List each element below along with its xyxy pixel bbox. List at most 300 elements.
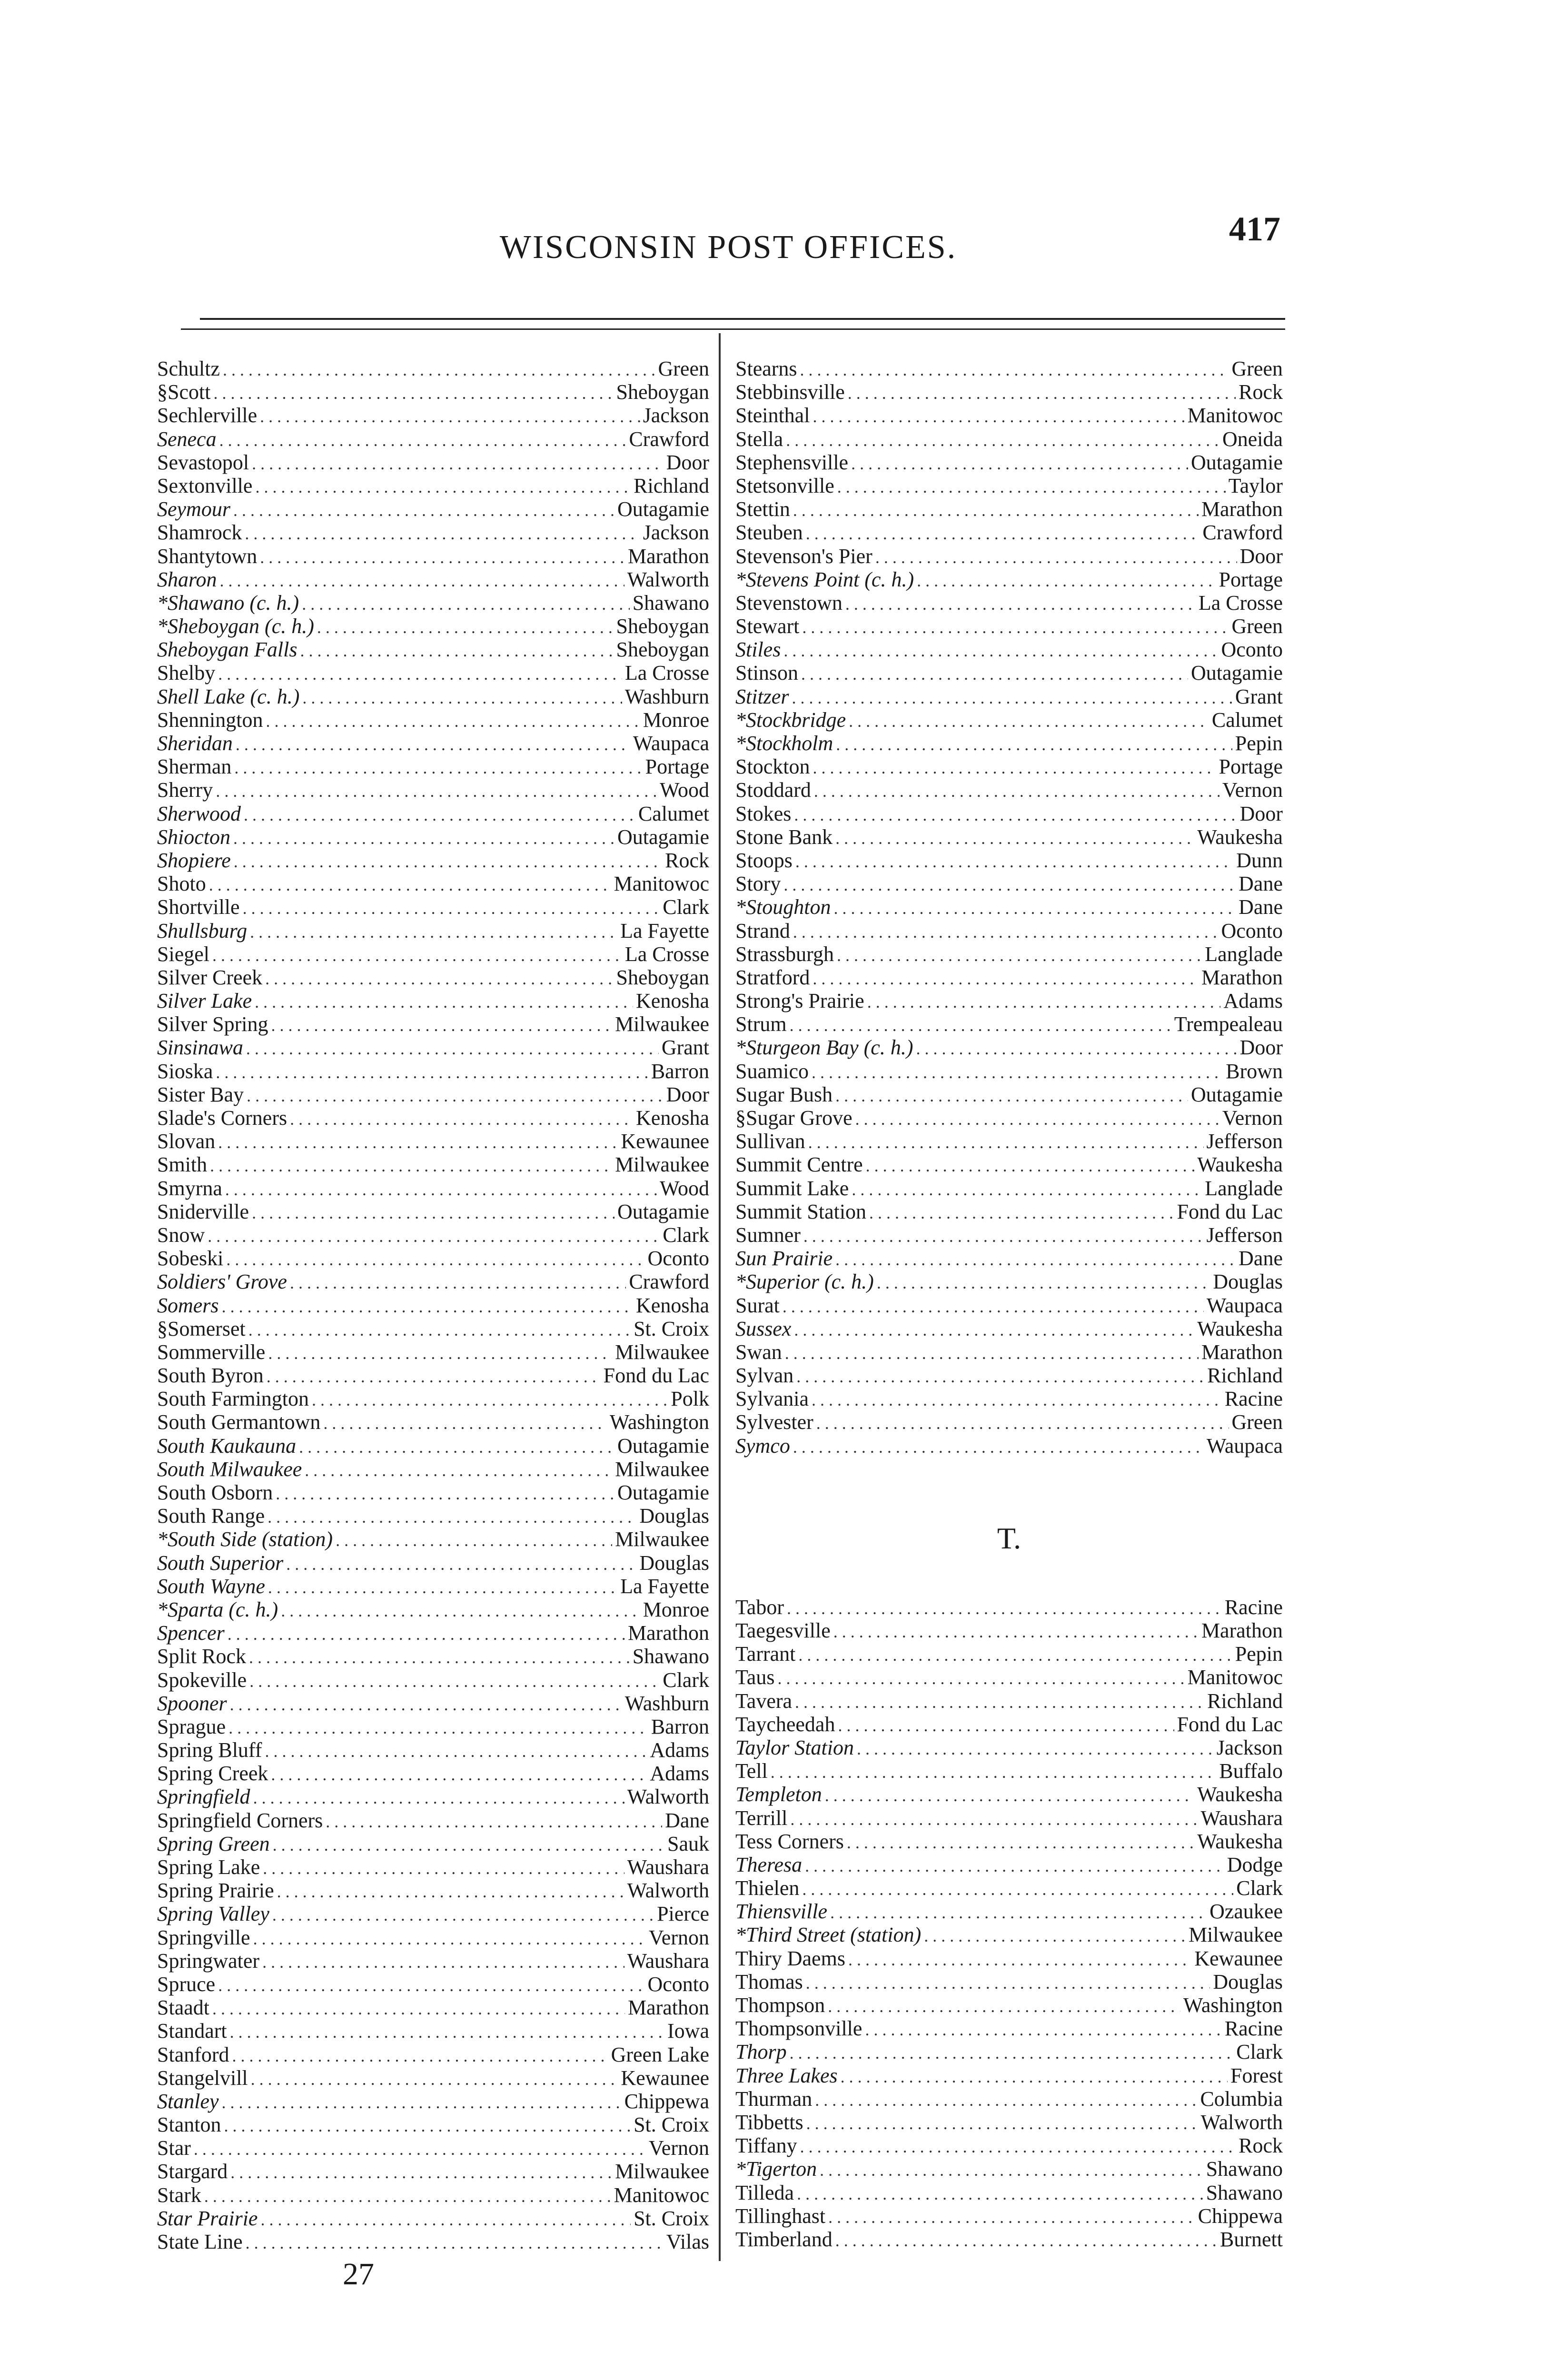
post-office-entry [157, 1692, 709, 1715]
dot-leader [228, 1621, 625, 1646]
dot-leader [836, 732, 1232, 756]
dot-leader [305, 1458, 612, 1482]
post-office-entry [157, 1177, 709, 1200]
post-office-entry [157, 1575, 709, 1598]
dot-leader [271, 1762, 647, 1786]
county-name: Chippewa [624, 2089, 709, 2113]
post-office-entry [735, 2134, 1283, 2157]
county-name: Waukesha [1197, 1829, 1283, 1853]
county-name: Waukesha [1197, 1317, 1283, 1340]
dot-leader [252, 1200, 614, 1225]
county-name: La Crosse [1198, 591, 1283, 615]
dot-leader [857, 1736, 1214, 1761]
county-name: Vernon [1222, 1106, 1283, 1130]
post-office-entry [735, 1830, 1283, 1853]
dot-leader [224, 2113, 631, 2138]
header-rule-bottom [181, 328, 1285, 330]
post-office-name: Strum [735, 1012, 787, 1036]
post-office-name: Silver Lake [157, 989, 252, 1013]
post-office-name: Stone Bank [735, 825, 833, 849]
dot-leader [290, 1270, 626, 1295]
county-name: Door [1239, 802, 1283, 825]
post-office-entry [735, 1689, 1283, 1713]
dot-leader [212, 1996, 625, 2021]
post-office-name: Tilleda [735, 2181, 794, 2204]
post-office-entry [735, 451, 1283, 474]
county-name: Outagamie [1190, 661, 1283, 685]
county-name: Marathon [1201, 497, 1283, 521]
county-name: La Crosse [624, 942, 709, 966]
county-name: Fond du Lac [1177, 1200, 1283, 1223]
signature-mark: 27 [343, 2257, 374, 2291]
county-name: Waukesha [1197, 825, 1283, 849]
county-name: Outagamie [1190, 450, 1283, 474]
county-name: Waushara [627, 1855, 709, 1879]
post-office-name: Stebbinsville [735, 380, 845, 404]
dot-leader [260, 404, 640, 428]
county-name: Langlade [1205, 942, 1283, 966]
dot-leader [236, 732, 630, 756]
post-office-name: Stewart [735, 615, 800, 638]
dot-leader [790, 1012, 1171, 1037]
dot-leader [867, 989, 1221, 1014]
county-name: Crawford [629, 427, 709, 451]
post-office-entry [157, 1504, 709, 1527]
post-office-entry [157, 919, 709, 942]
dot-leader [204, 2183, 611, 2208]
dot-leader [814, 778, 1219, 803]
post-office-entry [735, 404, 1283, 427]
post-office-entry [735, 2181, 1283, 2204]
post-office-name: Slovan [157, 1130, 216, 1153]
county-name: Adams [650, 1738, 709, 1762]
county-name: Milwaukee [615, 1527, 709, 1551]
post-office-entry [735, 661, 1283, 684]
dot-leader [790, 1806, 1198, 1831]
post-office-entry [735, 1247, 1283, 1270]
post-office-entry [157, 895, 709, 919]
county-name: Brown [1226, 1059, 1283, 1083]
post-office-entry [157, 942, 709, 966]
county-name: Kenosha [636, 989, 709, 1013]
post-office-entry [157, 685, 709, 708]
county-name: Milwaukee [1189, 1923, 1283, 1947]
dot-leader [796, 1364, 1204, 1388]
dot-leader [798, 1642, 1232, 1667]
county-name: Kewaunee [621, 1130, 709, 1153]
post-office-name: Snow [157, 1223, 205, 1247]
dot-leader [835, 1083, 1188, 1108]
post-office-entry [157, 638, 709, 661]
county-name: Vilas [666, 2230, 709, 2253]
county-name: Marathon [1201, 1619, 1283, 1642]
post-office-name: Slade's Corners [157, 1106, 287, 1130]
dot-leader [246, 1036, 659, 1061]
post-office-name: Sextonville [157, 474, 253, 497]
post-office-entry [735, 1736, 1283, 1759]
dot-leader [230, 2019, 664, 2044]
post-office-name: Stark [157, 2183, 201, 2207]
county-name: Richland [634, 474, 709, 497]
county-name: Manitowoc [1187, 404, 1283, 427]
dot-leader [208, 1223, 660, 1248]
county-name: Jackson [643, 404, 709, 427]
post-office-name: Shiocton [157, 825, 230, 849]
county-name: Kewaunee [1194, 1946, 1283, 1970]
county-name: Calumet [1211, 708, 1283, 732]
county-name: Waushara [627, 1949, 709, 1973]
post-office-name: Strand [735, 919, 790, 942]
county-name: Racine [1224, 1595, 1283, 1619]
post-office-name: Strassburgh [735, 942, 834, 966]
post-office-name: Tibbetts [735, 2110, 803, 2134]
county-name: Pepin [1235, 1642, 1283, 1666]
post-office-name: *Tigerton [735, 2157, 817, 2181]
post-office-entry [157, 989, 709, 1012]
dot-leader [225, 1177, 657, 1201]
county-name: Shawano [632, 591, 709, 615]
post-office-entry [157, 615, 709, 638]
dot-leader [924, 1923, 1186, 1948]
post-office-entry [157, 1060, 709, 1083]
post-office-entry [157, 427, 709, 451]
county-name: Jackson [1216, 1735, 1283, 1759]
post-office-name: Taycheedah [735, 1712, 835, 1736]
dot-leader [802, 615, 1229, 639]
dot-leader [813, 755, 1216, 780]
post-office-name: §Somerset [157, 1317, 246, 1340]
dot-leader [336, 1527, 612, 1552]
post-office-name: Thielen [735, 1876, 800, 1900]
post-office-entry [735, 849, 1283, 872]
post-office-name: Tiffany [735, 2134, 797, 2158]
post-office-entry [157, 2183, 709, 2207]
post-office-entry [735, 357, 1283, 380]
post-office-name: Stockton [735, 755, 810, 779]
county-name: Oconto [1221, 638, 1283, 662]
county-name: Sheboygan [616, 380, 709, 404]
post-office-name: Silver Creek [157, 965, 263, 989]
post-office-name: Sherry [157, 778, 213, 802]
dot-leader [299, 1434, 614, 1459]
dot-leader [246, 2230, 664, 2255]
post-office-entry [157, 1879, 709, 1902]
county-name: Outagamie [617, 1481, 709, 1504]
post-office-entry [735, 1130, 1283, 1153]
post-office-entry [735, 615, 1283, 638]
post-office-entry [157, 661, 709, 684]
county-name: Door [666, 450, 709, 474]
county-name: Milwaukee [615, 1012, 709, 1036]
post-office-name: South Farmington [157, 1387, 309, 1411]
county-name: Ozaukee [1209, 1900, 1283, 1924]
dot-leader [828, 1993, 1180, 2018]
county-name: Douglas [639, 1551, 709, 1575]
dot-leader [787, 1596, 1222, 1620]
post-office-name: Spring Creek [157, 1762, 268, 1785]
dot-leader [209, 872, 611, 897]
county-name: Vernon [648, 2136, 709, 2160]
post-office-entry [157, 2113, 709, 2136]
post-office-name: Spring Valley [157, 1902, 269, 1926]
county-name: Portage [1219, 567, 1283, 591]
post-office-entry [157, 872, 709, 895]
post-office-name: Stokes [735, 802, 792, 825]
post-office-name: Stanley [157, 2089, 219, 2113]
post-office-entry [157, 1973, 709, 1996]
dot-leader [281, 1598, 640, 1623]
post-office-entry [157, 1668, 709, 1692]
dot-leader [260, 545, 625, 569]
dot-leader [847, 1830, 1194, 1854]
dot-leader [252, 451, 663, 476]
county-name: Dane [1239, 895, 1283, 919]
county-name: Kenosha [636, 1293, 709, 1317]
county-name: Washburn [624, 684, 709, 708]
post-office-name: Summit Lake [735, 1176, 849, 1200]
county-name: Rock [1239, 380, 1283, 404]
county-name: Waushara [1200, 1806, 1283, 1830]
dot-leader [253, 1785, 624, 1810]
dot-leader [326, 1809, 662, 1834]
post-office-name: Sylvan [735, 1364, 794, 1388]
county-name: Dodge [1227, 1853, 1283, 1876]
post-office-name: Stella [735, 427, 783, 451]
county-name: Clark [663, 1668, 709, 1692]
dot-leader [835, 825, 1194, 850]
post-office-entry [157, 1410, 709, 1434]
post-office-entry [735, 2064, 1283, 2087]
post-office-entry [735, 1947, 1283, 1970]
post-office-name: Sylvania [735, 1387, 809, 1411]
dot-leader [777, 1666, 1184, 1690]
post-office-entry [735, 2157, 1283, 2181]
post-office-entry [157, 1317, 709, 1340]
county-name: Barron [651, 1059, 709, 1083]
dot-leader [234, 755, 642, 780]
dot-leader [812, 1060, 1223, 1084]
county-name: Taylor [1228, 474, 1283, 497]
dot-leader [793, 919, 1219, 944]
county-name: Fond du Lac [603, 1364, 709, 1388]
post-office-name: Taegesville [735, 1619, 831, 1642]
post-office-name: Stratford [735, 965, 810, 989]
county-name: Green [658, 357, 709, 380]
post-office-entry [157, 404, 709, 427]
post-office-entry [157, 1106, 709, 1130]
dot-leader [793, 497, 1199, 522]
post-office-entry [157, 1551, 709, 1575]
post-office-name: Sprague [157, 1715, 226, 1738]
post-office-name: Spooner [157, 1691, 227, 1715]
post-office-entry [157, 1083, 709, 1106]
post-office-name: Shoto [157, 872, 206, 896]
post-office-name: Steuben [735, 521, 803, 545]
county-name: Rock [665, 848, 709, 872]
dot-leader [771, 1759, 1217, 1784]
post-office-name: Story [735, 872, 781, 896]
page-header [157, 209, 1299, 271]
county-name: Outagamie [617, 825, 709, 849]
post-office-name: Thompsonville [735, 2017, 862, 2041]
post-office-name: South Byron [157, 1364, 264, 1388]
dot-leader [795, 849, 1233, 873]
post-office-entry [157, 1809, 709, 1832]
post-office-name: Springwater [157, 1949, 260, 1973]
dot-leader [265, 1738, 647, 1763]
dot-leader [194, 2136, 646, 2161]
post-office-entry [735, 778, 1283, 802]
dot-leader [806, 521, 1200, 545]
dot-leader [255, 474, 631, 499]
post-office-name: Shantytown [157, 544, 258, 568]
dot-leader [226, 1247, 644, 1271]
post-office-name: Seneca [157, 427, 217, 451]
post-office-entry [157, 1715, 709, 1738]
county-name: Dunn [1236, 848, 1283, 872]
post-office-entry [735, 989, 1283, 1012]
post-office-entry [735, 872, 1283, 895]
dot-leader [251, 2066, 618, 2091]
dot-leader [232, 2043, 608, 2068]
post-office-entry [157, 1996, 709, 2019]
post-office-entry [157, 1621, 709, 1645]
county-name: Grant [661, 1036, 709, 1060]
dot-leader [816, 1410, 1229, 1435]
post-office-name: South Kaukauna [157, 1434, 297, 1458]
dot-leader [848, 380, 1236, 405]
dot-leader [268, 1504, 636, 1529]
dot-leader [222, 1294, 633, 1319]
county-name: Trempealeau [1174, 1012, 1283, 1036]
post-office-entry [735, 2017, 1283, 2040]
post-office-entry [735, 1923, 1283, 1946]
dot-leader [916, 1036, 1237, 1061]
post-office-entry [157, 1458, 709, 1481]
dot-leader [216, 1060, 648, 1084]
post-office-entry [735, 1200, 1283, 1223]
post-office-name: Summit Centre [735, 1153, 863, 1177]
post-office-name: Theresa [735, 1853, 803, 1876]
post-office-name: *Sparta (c. h.) [157, 1597, 278, 1621]
county-name: Kenosha [636, 1106, 709, 1130]
post-office-name: *Stoughton [735, 895, 831, 919]
post-office-name: Sherwood [157, 802, 241, 825]
post-office-name: Stevenson's Pier [735, 544, 872, 568]
dot-leader [266, 708, 640, 733]
post-office-entry [157, 497, 709, 521]
post-office-entry [735, 1177, 1283, 1200]
post-office-entry [157, 1434, 709, 1458]
post-office-name: Spring Prairie [157, 1879, 274, 1903]
county-name: Walworth [1200, 2110, 1283, 2134]
post-office-entry [157, 966, 709, 989]
post-office-entry [735, 1317, 1283, 1340]
post-office-name: Stanton [157, 2113, 221, 2137]
county-name: Racine [1224, 2017, 1283, 2041]
dot-leader [806, 2111, 1198, 2135]
post-office-name: Star [157, 2136, 191, 2160]
dot-leader [300, 638, 614, 663]
post-office-entry [157, 2160, 709, 2183]
county-name: Dane [1239, 1247, 1283, 1270]
dot-leader [833, 895, 1236, 920]
post-office-entry [157, 2207, 709, 2230]
post-office-name: Thurman [735, 2087, 813, 2111]
post-office-entry [735, 1642, 1283, 1666]
county-name: Milwaukee [615, 1457, 709, 1481]
post-office-entry [735, 1106, 1283, 1130]
county-name: Racine [1224, 1387, 1283, 1411]
county-name: Polk [671, 1387, 709, 1411]
post-office-entry [157, 2230, 709, 2253]
dot-leader [262, 1949, 624, 1974]
dot-leader [877, 1270, 1210, 1295]
dot-leader [248, 1317, 631, 1342]
post-office-entry [735, 1970, 1283, 1993]
county-name: St. Croix [634, 1317, 709, 1340]
post-office-name: Sommerville [157, 1340, 266, 1364]
post-office-name: South Wayne [157, 1574, 265, 1598]
post-office-entry [157, 474, 709, 497]
post-office-entry [157, 591, 709, 615]
county-name: Columbia [1200, 2087, 1283, 2111]
dot-leader [233, 825, 614, 850]
dot-leader [792, 685, 1232, 710]
dot-leader [786, 427, 1219, 452]
post-office-name: Summit Station [735, 1200, 867, 1223]
post-office-name: *Sheboygan (c. h.) [157, 615, 314, 638]
post-office-name: South Range [157, 1504, 265, 1528]
post-office-entry [157, 1762, 709, 1785]
post-office-entry [735, 1012, 1283, 1036]
post-office-entry [157, 1738, 709, 1762]
dot-leader [855, 1106, 1219, 1131]
dot-leader [813, 966, 1199, 991]
county-name: Washburn [624, 1691, 709, 1715]
dot-leader [848, 1947, 1191, 1972]
county-name: Marathon [627, 1996, 709, 2020]
post-office-name: Shennington [157, 708, 263, 732]
county-name: Crawford [1202, 521, 1283, 545]
dot-leader [852, 1177, 1202, 1201]
county-name: La Fayette [620, 1574, 709, 1598]
dot-leader [260, 2207, 631, 2231]
post-office-name: Spruce [157, 1972, 216, 1996]
dot-leader [218, 1973, 644, 1997]
post-office-entry [735, 755, 1283, 778]
post-office-entry [157, 1387, 709, 1410]
post-office-entry [735, 2040, 1283, 2063]
post-office-entry [157, 2136, 709, 2160]
dot-leader [803, 1223, 1204, 1248]
dot-leader [253, 1926, 646, 1951]
dot-leader [783, 872, 1236, 897]
post-office-name: Sun Prairie [735, 1247, 833, 1270]
post-office-entry [735, 1806, 1283, 1830]
dot-leader [212, 942, 622, 967]
county-name: Langlade [1205, 1176, 1283, 1200]
county-name: Outagamie [1190, 1082, 1283, 1106]
post-office-entry [157, 1902, 709, 1925]
dot-leader [783, 1294, 1204, 1319]
county-name: Green [1231, 615, 1283, 638]
dot-leader [223, 357, 655, 382]
post-office-entry [735, 1410, 1283, 1434]
post-office-name: Surat [735, 1293, 780, 1317]
post-office-entry [157, 778, 709, 802]
county-name: Waukesha [1197, 1783, 1283, 1806]
